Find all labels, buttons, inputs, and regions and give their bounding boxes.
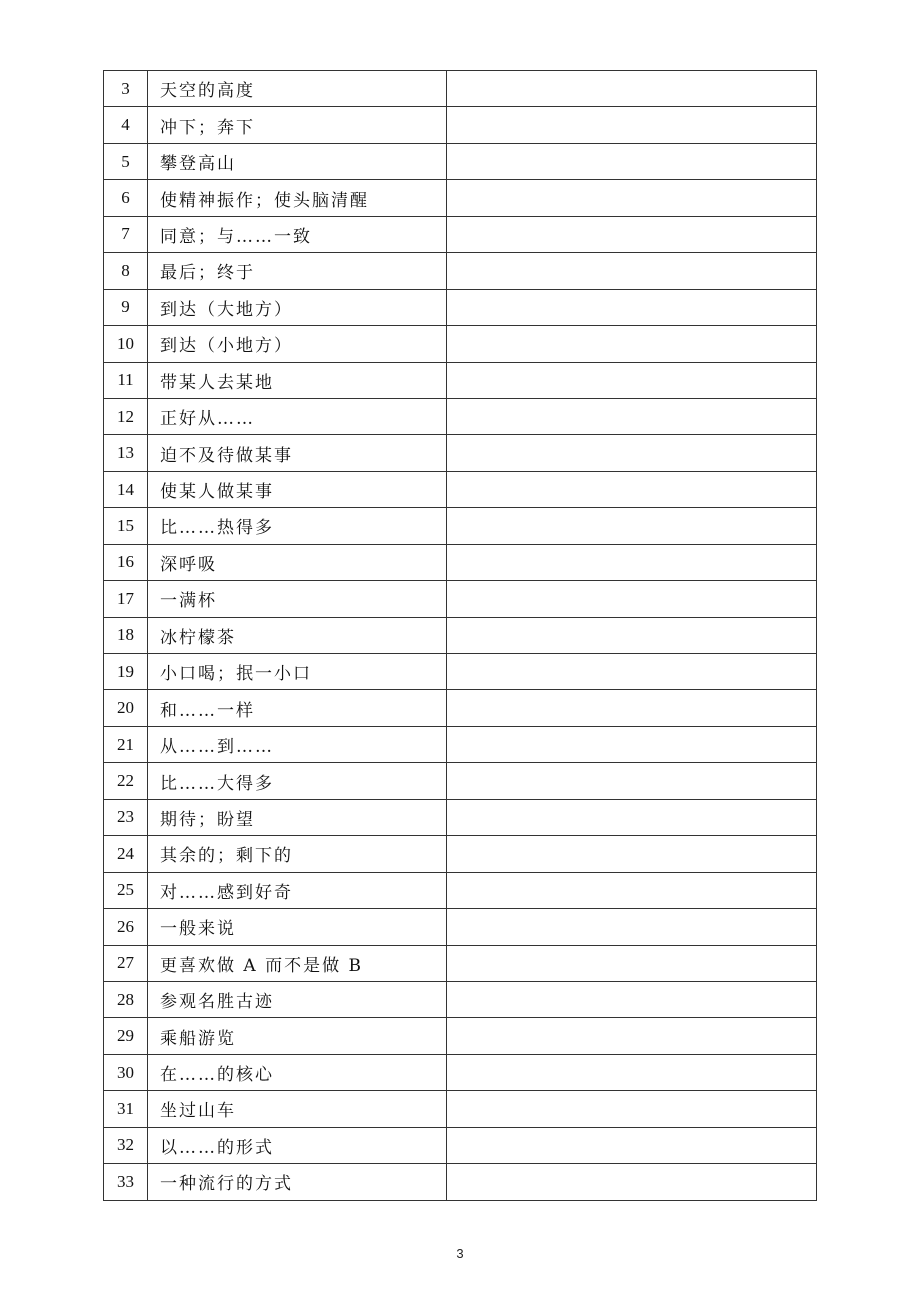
row-number: 13 [104,435,148,471]
answer-blank-cell[interactable] [447,216,817,252]
answer-blank-cell[interactable] [447,107,817,143]
table-row [104,690,817,726]
row-number: 7 [104,216,148,252]
row-number: 23 [104,799,148,835]
answer-blank-cell[interactable] [447,1127,817,1163]
chinese-phrase: 到达（大地方） [148,289,447,325]
chinese-phrase: 对……感到好奇 [148,872,447,908]
answer-blank-cell[interactable] [447,617,817,653]
table-row [104,872,817,908]
chinese-phrase: 比……大得多 [148,763,447,799]
chinese-phrase: 正好从…… [148,398,447,434]
table-row [104,799,817,835]
chinese-phrase: 冲下；奔下 [148,107,447,143]
answer-blank-cell[interactable] [447,799,817,835]
row-number: 10 [104,326,148,362]
row-number: 27 [104,945,148,981]
table-row [104,763,817,799]
chinese-phrase: 乘船游览 [148,1018,447,1054]
row-number: 20 [104,690,148,726]
answer-blank-cell[interactable] [447,180,817,216]
answer-blank-cell[interactable] [447,726,817,762]
table-row [104,180,817,216]
row-number: 15 [104,508,148,544]
table-row [104,1054,817,1090]
row-number: 11 [104,362,148,398]
answer-blank-cell[interactable] [447,945,817,981]
chinese-phrase: 小口喝；抿一小口 [148,654,447,690]
answer-blank-cell[interactable] [447,1018,817,1054]
answer-blank-cell[interactable] [447,362,817,398]
vocabulary-table [103,70,817,1201]
table-row [104,1164,817,1200]
row-number: 21 [104,726,148,762]
table-row [104,71,817,107]
chinese-phrase: 使某人做某事 [148,471,447,507]
answer-blank-cell[interactable] [447,435,817,471]
page-number: 3 [456,1246,464,1261]
chinese-phrase: 一般来说 [148,909,447,945]
table-row [104,471,817,507]
row-number: 28 [104,981,148,1017]
chinese-phrase: 从……到…… [148,726,447,762]
chinese-phrase: 最后；终于 [148,253,447,289]
row-number: 24 [104,836,148,872]
answer-blank-cell[interactable] [447,872,817,908]
answer-blank-cell[interactable] [447,581,817,617]
chinese-phrase: 攀登高山 [148,143,447,179]
table-row [104,981,817,1017]
table-row [104,362,817,398]
row-number: 8 [104,253,148,289]
chinese-phrase: 比……热得多 [148,508,447,544]
table-row [104,544,817,580]
answer-blank-cell[interactable] [447,508,817,544]
table-row [104,508,817,544]
chinese-phrase: 带某人去某地 [148,362,447,398]
row-number: 30 [104,1054,148,1090]
answer-blank-cell[interactable] [447,654,817,690]
answer-blank-cell[interactable] [447,690,817,726]
chinese-phrase: 更喜欢做 A 而不是做 B [148,945,447,981]
answer-blank-cell[interactable] [447,71,817,107]
chinese-phrase: 一满杯 [148,581,447,617]
answer-blank-cell[interactable] [447,1091,817,1127]
row-number: 19 [104,654,148,690]
chinese-phrase: 冰柠檬茶 [148,617,447,653]
answer-blank-cell[interactable] [447,398,817,434]
table-row [104,143,817,179]
row-number: 14 [104,471,148,507]
chinese-phrase: 和……一样 [148,690,447,726]
table-row [104,435,817,471]
answer-blank-cell[interactable] [447,143,817,179]
table-row [104,289,817,325]
answer-blank-cell[interactable] [447,763,817,799]
table-row [104,1018,817,1054]
row-number: 31 [104,1091,148,1127]
chinese-phrase: 期待；盼望 [148,799,447,835]
table-row [104,909,817,945]
table-row [104,398,817,434]
table-row [104,1091,817,1127]
row-number: 18 [104,617,148,653]
row-number: 17 [104,581,148,617]
row-number: 32 [104,1127,148,1163]
table-row [104,836,817,872]
table-row [104,945,817,981]
row-number: 22 [104,763,148,799]
answer-blank-cell[interactable] [447,326,817,362]
table-row [104,1127,817,1163]
table-row [104,726,817,762]
chinese-phrase: 天空的高度 [148,71,447,107]
table-row [104,107,817,143]
answer-blank-cell[interactable] [447,836,817,872]
chinese-phrase: 一种流行的方式 [148,1164,447,1200]
answer-blank-cell[interactable] [447,289,817,325]
row-number: 6 [104,180,148,216]
table-row [104,326,817,362]
chinese-phrase: 参观名胜古迹 [148,981,447,1017]
answer-blank-cell[interactable] [447,909,817,945]
row-number: 29 [104,1018,148,1054]
table-row [104,253,817,289]
chinese-phrase: 迫不及待做某事 [148,435,447,471]
answer-blank-cell[interactable] [447,544,817,580]
vocabulary-table-body [104,71,817,1201]
table-row [104,581,817,617]
row-number: 33 [104,1164,148,1200]
chinese-phrase: 在……的核心 [148,1054,447,1090]
row-number: 9 [104,289,148,325]
chinese-phrase: 坐过山车 [148,1091,447,1127]
row-number: 16 [104,544,148,580]
table-row [104,617,817,653]
chinese-phrase: 深呼吸 [148,544,447,580]
row-number: 5 [104,143,148,179]
table-row [104,654,817,690]
answer-blank-cell[interactable] [447,471,817,507]
answer-blank-cell[interactable] [447,981,817,1017]
chinese-phrase: 其余的；剩下的 [148,836,447,872]
row-number: 3 [104,71,148,107]
answer-blank-cell[interactable] [447,253,817,289]
chinese-phrase: 到达（小地方） [148,326,447,362]
answer-blank-cell[interactable] [447,1164,817,1200]
row-number: 25 [104,872,148,908]
row-number: 4 [104,107,148,143]
chinese-phrase: 使精神振作；使头脑清醒 [148,180,447,216]
chinese-phrase: 以……的形式 [148,1127,447,1163]
chinese-phrase: 同意；与……一致 [148,216,447,252]
row-number: 12 [104,398,148,434]
table-row [104,216,817,252]
row-number: 26 [104,909,148,945]
answer-blank-cell[interactable] [447,1054,817,1090]
